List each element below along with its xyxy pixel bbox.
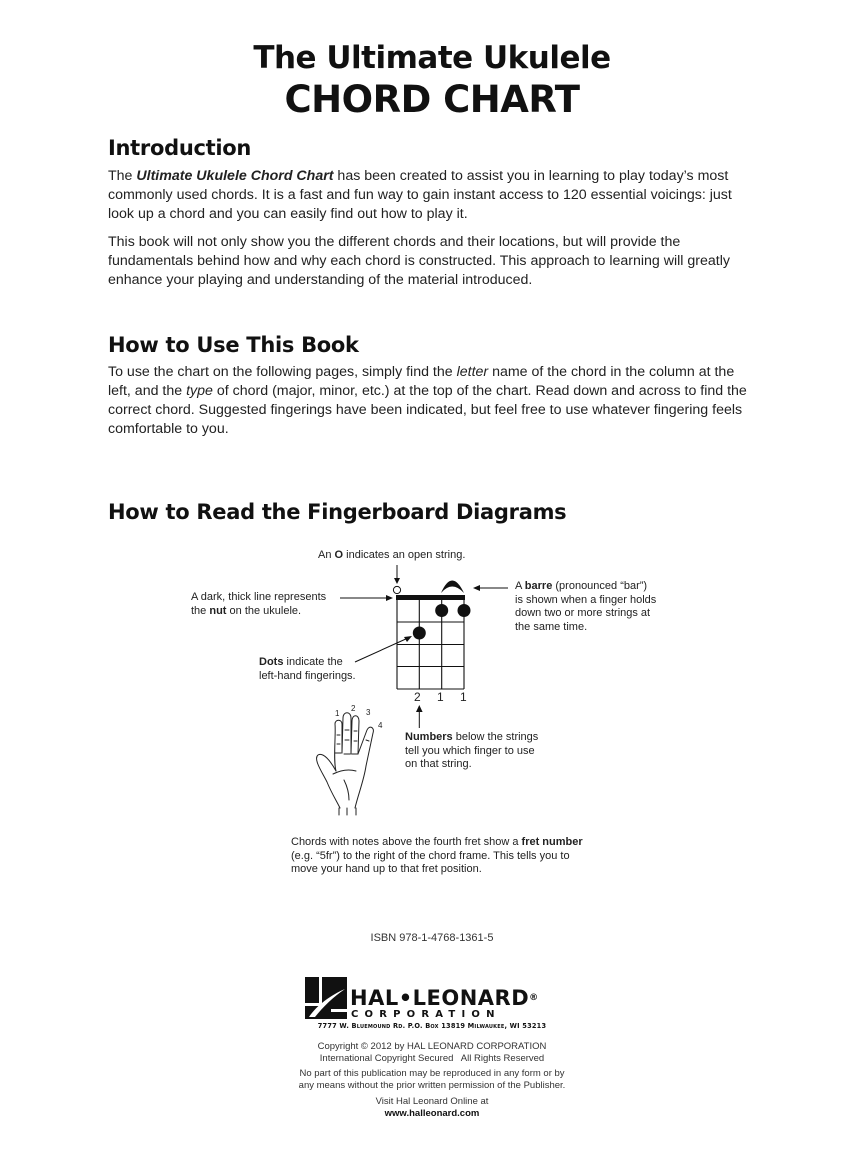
numbers-label-line2: tell you which finger to use <box>405 744 535 757</box>
barre-arrowhead <box>473 585 480 591</box>
dots-label-text-b: indicate the <box>283 656 343 668</box>
hal-leonard-logo-name <box>350 987 539 1009</box>
barre-label <box>515 580 656 634</box>
barre-label-line2: is shown when a finger holds <box>515 593 657 606</box>
how-to-use-heading: How to Use This Book <box>108 333 359 357</box>
introduction-heading: Introduction <box>108 136 252 160</box>
how-to-use-text-a: To use the chart on the following pages, simply find the <box>108 364 457 380</box>
barre-label-text-c: (pronounced “bar”) <box>552 580 648 592</box>
fingering-number: 1 <box>437 690 444 704</box>
fret-note-line2: (e.g. “5fr”) to the right of the chord frame. This tells you to <box>291 849 570 862</box>
strings <box>397 598 464 689</box>
fingering-number: 2 <box>414 690 421 704</box>
visit-text: Visit Hal Leonard Online at <box>375 1096 489 1107</box>
barre-label-line4: the same time. <box>515 620 588 633</box>
dots-label-line1 <box>259 656 356 670</box>
reproduction-notice <box>0 1068 864 1091</box>
notice-line2: any means without the prior written permission of the Publisher. <box>298 1079 566 1091</box>
intro-book-title: Ultimate Ukulele Chord Chart <box>136 168 334 184</box>
fingering-number: 1 <box>460 690 467 704</box>
hand-finger-number: 3 <box>366 708 371 717</box>
fret-note-text-a: Chords with notes above the fourth fret show a <box>291 836 522 848</box>
dots-label <box>259 656 356 683</box>
website-link[interactable]: www.halleonard.com <box>384 1107 480 1119</box>
publisher-address: 7777 W. Bluemound Rd. P.O. Box 13819 Milwaukee, WI 53213 <box>317 1022 547 1030</box>
finger-dot <box>458 604 471 617</box>
intro-p1-rest: has been created to assist you in learning to play today’s most commonly used chords. It is a fast and fun way to gain instant access to 120 essential voicings: just look up a chord and you can easily find out how to play it. <box>108 168 732 222</box>
notice-line1: No part of this publication may be reproduced in any form or by <box>299 1068 565 1079</box>
nut-label-text-b: the <box>191 604 210 617</box>
hand-finger-number: 2 <box>351 704 356 713</box>
dots-arrow <box>355 638 408 662</box>
barre-label-text-a: A <box>515 580 525 592</box>
fret-note-line3: move your hand up to that fret position. <box>291 863 482 875</box>
hand-icon <box>317 713 374 815</box>
numbers-label-line1 <box>405 731 538 745</box>
numbers-label-text-b: below the strings <box>452 731 539 743</box>
copyright-block <box>0 1041 864 1064</box>
dots-label-dots: Dots <box>259 656 284 668</box>
nut-label-text-d: on the ukulele. <box>226 604 302 617</box>
how-to-use-text-c: of chord (major, minor, etc.) at the top of the chart. Read down and across to find the correct chord. Suggested fingerings have been indicated, but feel free to use whatever fingering feels comfortable to you. <box>108 383 747 437</box>
numbers-label-numbers: Numbers <box>405 731 453 743</box>
website-block <box>0 1096 864 1119</box>
barre-arc <box>441 581 464 594</box>
logo-registered-mark: ® <box>529 993 539 1003</box>
intro-p1-prefix: The <box>108 168 137 184</box>
barre-label-barre: barre <box>524 580 553 592</box>
fret-number-note <box>291 836 583 877</box>
fret-note-fret-number: fret number <box>521 836 583 848</box>
numbers-label <box>405 731 538 772</box>
open-label-text-c: indicates an open string. <box>343 549 466 561</box>
numbers-arrowhead <box>416 705 423 712</box>
open-label-text-a: An <box>318 549 335 561</box>
open-string-label <box>318 549 465 563</box>
page-title-line1: The Ultimate Ukulele <box>253 40 611 76</box>
finger-dot <box>413 627 426 640</box>
how-to-use-type: type <box>186 383 213 399</box>
barre-label-line3: down two or more strings at <box>515 607 651 619</box>
copyright-line2: International Copyright Secured All Rights Reserved <box>319 1052 545 1064</box>
nut-arrowhead <box>386 595 393 601</box>
nut-label-line2 <box>191 605 326 619</box>
hand-finger-number: 4 <box>378 721 383 730</box>
finger-dot <box>435 604 448 617</box>
hand-finger-number: 1 <box>335 709 340 718</box>
copyright-line1: Copyright © 2012 by HAL LEONARD CORPORATION <box>317 1041 547 1052</box>
fingerboard-heading: How to Read the Fingerboard Diagrams <box>108 500 567 524</box>
nut-label <box>191 591 326 618</box>
introduction-paragraph-2: This book will not only show you the different chords and their locations, but will provide the fundamentals behind how and why each chord is constructed. This approach to learning will greatly enhance your playing and understanding of the material introduced. <box>108 234 730 288</box>
hal-leonard-logo-mark <box>305 977 347 1019</box>
open-string-circle <box>393 586 400 593</box>
isbn: ISBN 978-1-4768-1361-5 <box>370 932 494 944</box>
nut <box>396 595 465 600</box>
how-to-use-letter: letter <box>456 364 489 380</box>
nut-label-line1: A dark, thick line represents <box>191 591 327 603</box>
frets <box>397 622 464 689</box>
page-title-line2: CHORD CHART <box>284 78 580 121</box>
nut-label-nut: nut <box>209 604 227 617</box>
how-to-use-text-b: name of the chord in the column at the left, and the <box>108 364 735 399</box>
hal-leonard-logo-corporation: CORPORATION <box>351 1009 501 1020</box>
open-string-arrowhead <box>394 578 400 584</box>
fret-note-line1 <box>291 836 583 850</box>
dots-arrowhead <box>404 636 412 642</box>
barre-label-line1 <box>515 580 656 594</box>
dots-label-line2: left-hand fingerings. <box>259 669 356 682</box>
open-label-o: O <box>334 549 344 561</box>
numbers-label-line3: on that string. <box>405 758 472 770</box>
logo-name-text: HAL•LEONARD <box>350 986 530 1010</box>
